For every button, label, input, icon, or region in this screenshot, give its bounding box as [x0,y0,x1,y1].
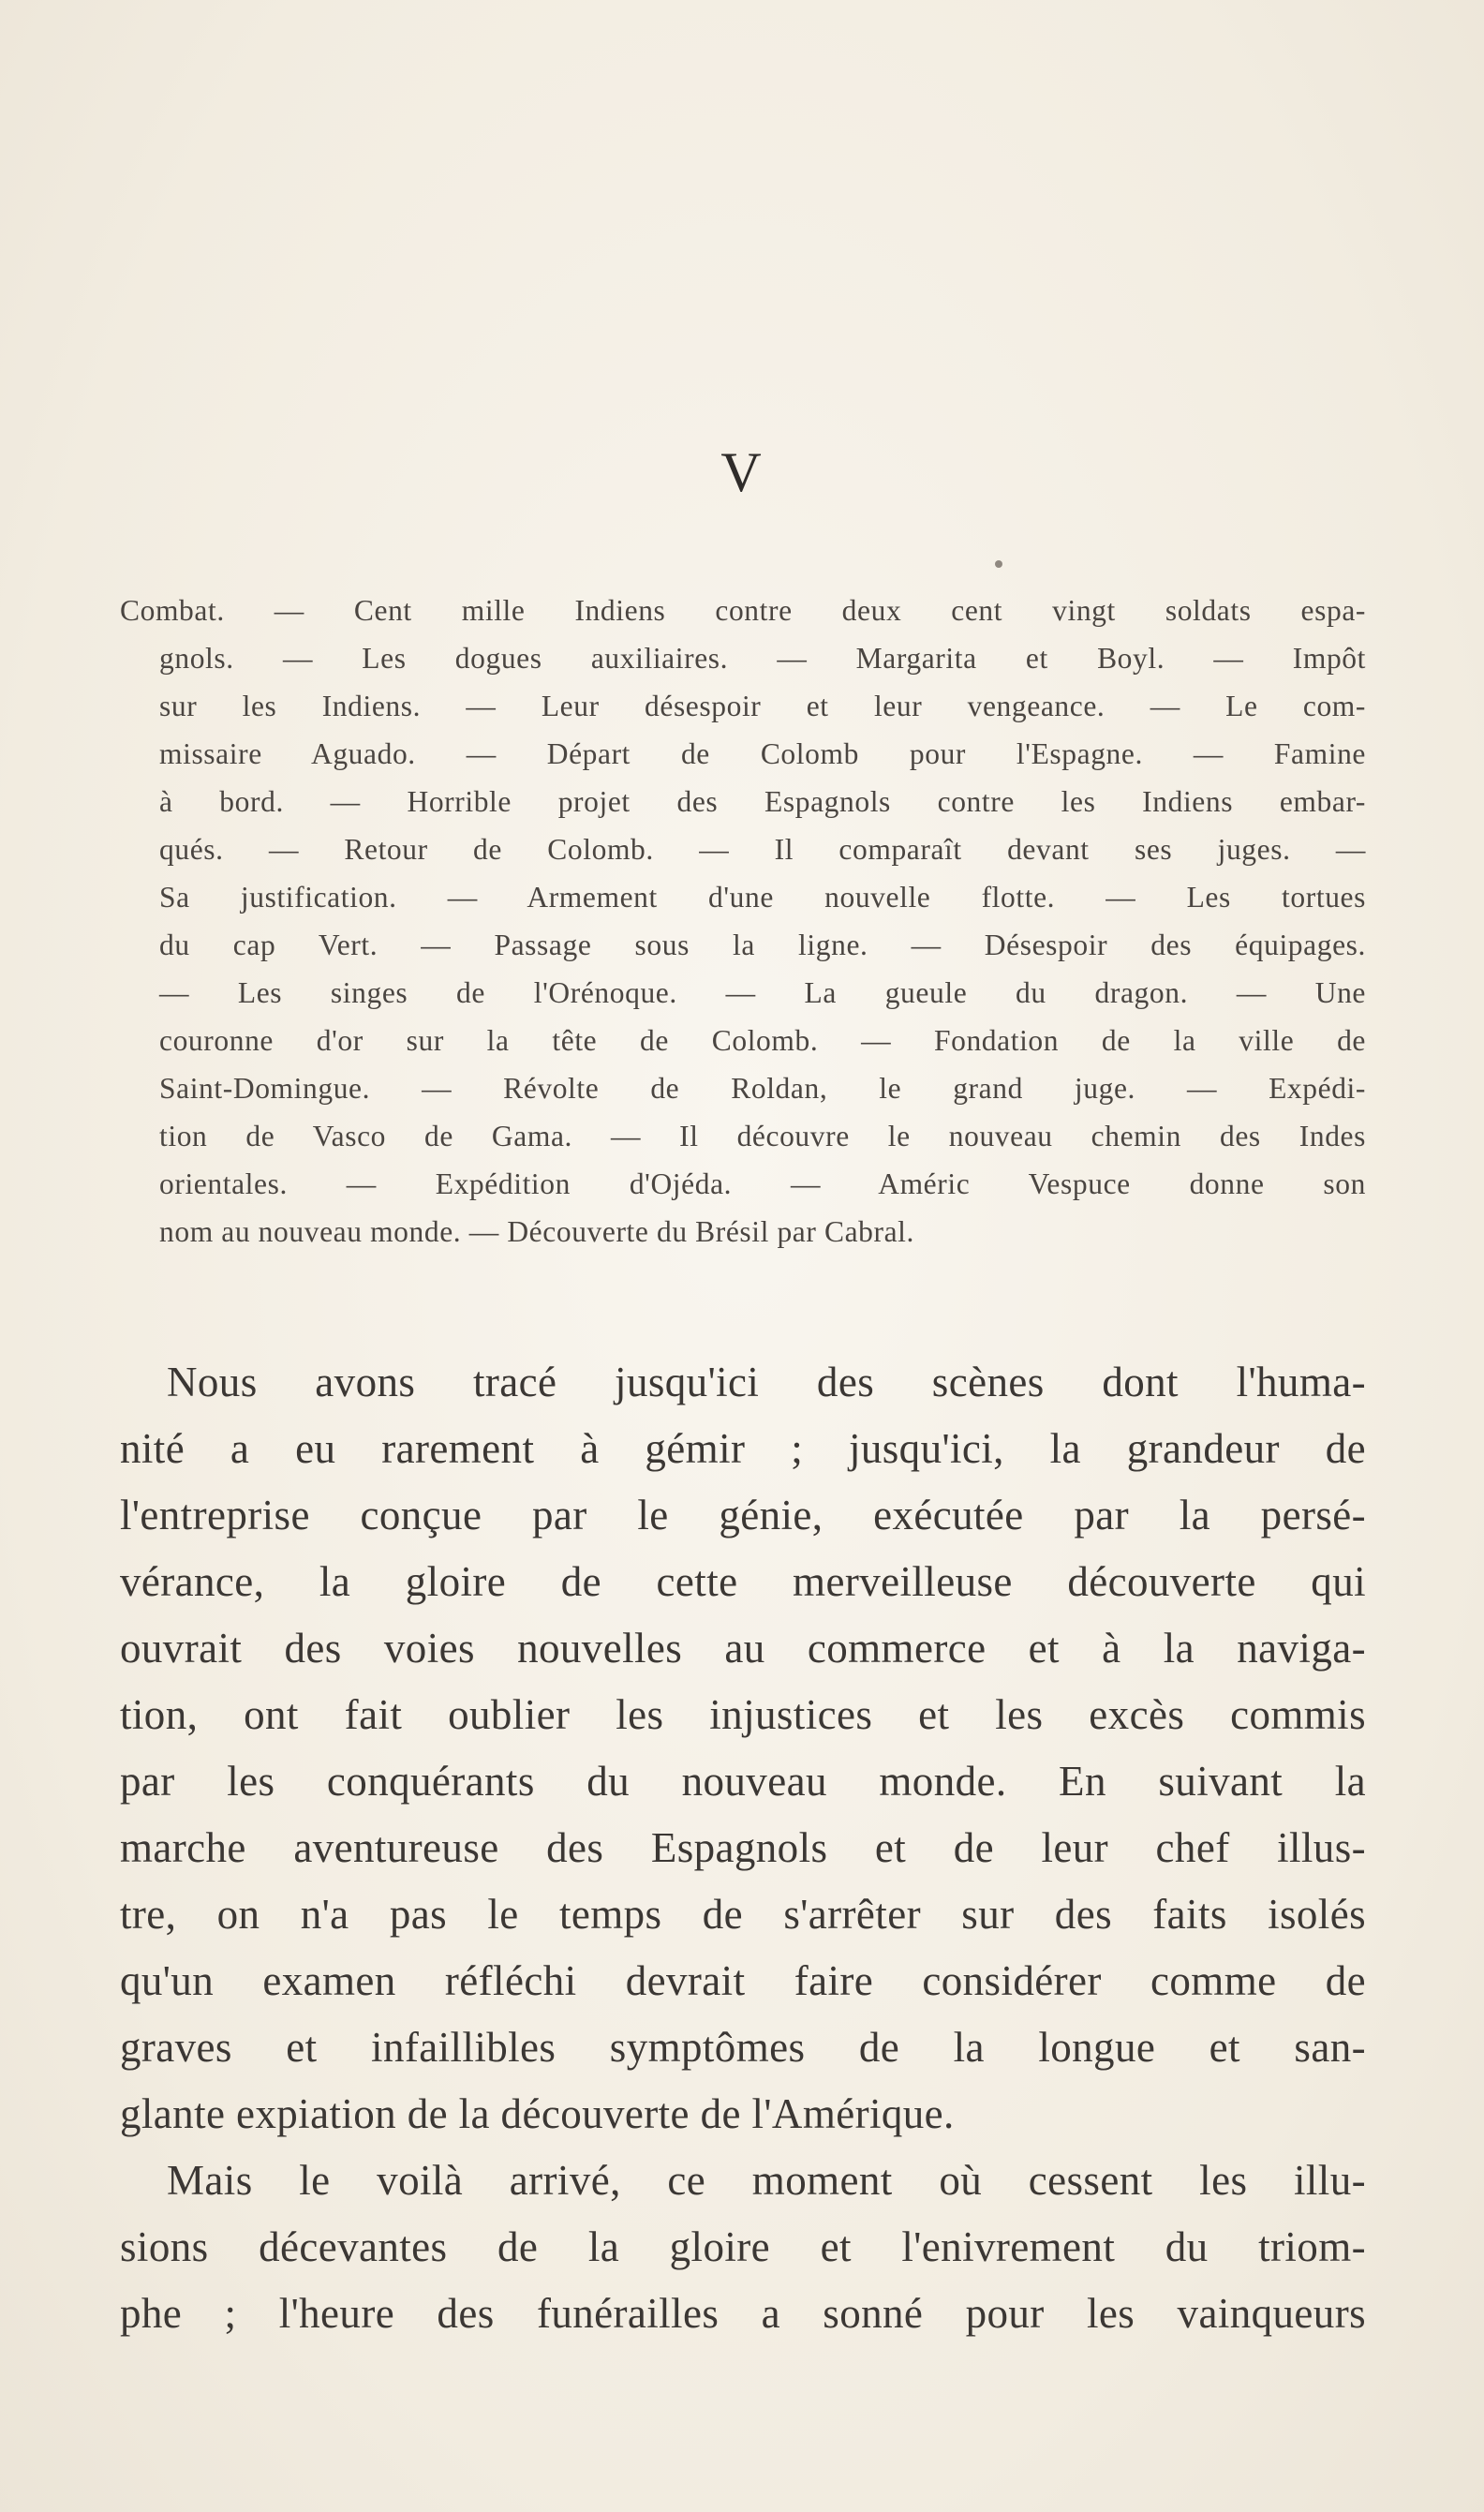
body-line: marche aventureuse des Espagnols et de leur chef illus- [120,1824,1366,1871]
summary-line: Combat. — Cent mille Indiens contre deux cent vingt soldats espa- [120,594,1366,627]
body-line: par les conquérants du nouveau monde. En suivant la [120,1758,1366,1805]
summary-line: tion de Vasco de Gama. — Il découvre le nouveau chemin des Indes [159,1120,1366,1152]
body-line: ouvrait des voies nouvelles au commerce et à la naviga- [120,1625,1366,1672]
summary-line: gnols. — Les dogues auxiliaires. — Margarita et Boyl. — Impôt [159,642,1366,675]
summary-line: — Les singes de l'Orénoque. — La gueule du dragon. — Une [159,976,1366,1009]
body-line: glante expiation de la découverte de l'Amérique. [120,2090,955,2137]
summary-line: du cap Vert. — Passage sous la ligne. — Désespoir des équipages. [159,929,1366,961]
summary-line: sur les Indiens. — Leur désespoir et leur vengeance. — Le com- [159,690,1366,722]
body-line: Mais le voilà arrivé, ce moment où cessent les illu- [167,2157,1366,2204]
chapter-heading: V [720,441,764,503]
summary-line: orientales. — Expédition d'Ojéda. — Améric Vespuce donne son [159,1167,1366,1200]
summary-line: qués. — Retour de Colomb. — Il comparaît devant ses juges. — [159,833,1366,866]
summary-line: couronne d'or sur la tête de Colomb. — Fondation de la ville de [159,1024,1366,1057]
summary-line: nom au nouveau monde. — Découverte du Brésil par Cabral. [159,1215,914,1248]
body-line: l'entreprise conçue par le génie, exécutée par la persé- [120,1492,1366,1538]
body-line: tion, ont fait oublier les injustices et les excès commis [120,1691,1366,1738]
body-line: vérance, la gloire de cette merveilleuse découverte qui [120,1558,1366,1605]
summary-line: à bord. — Horrible projet des Espagnols contre les Indiens embar- [159,785,1366,818]
body-line: sions décevantes de la gloire et l'enivrement du triom- [120,2223,1366,2270]
ornament-dot [995,560,1002,568]
body-line: Nous avons tracé jusqu'ici des scènes dont l'huma- [167,1359,1366,1405]
body-line: tre, on n'a pas le temps de s'arrêter sur des faits isolés [120,1891,1366,1938]
summary-line: missaire Aguado. — Départ de Colomb pour l'Espagne. — Famine [159,737,1366,770]
summary-line: Sa justification. — Armement d'une nouvelle flotte. — Les tortues [159,881,1366,914]
body-line: graves et infaillibles symptômes de la longue et san- [120,2024,1366,2071]
body-line: phe ; l'heure des funérailles a sonné pour les vainqueurs [120,2290,1366,2337]
body-paragraphs [120,1349,1366,2347]
summary-line: Saint-Domingue. — Révolte de Roldan, le grand juge. — Expédi- [159,1072,1366,1105]
body-line: qu'un examen réfléchi devrait faire considérer comme de [120,1957,1366,2004]
body-line: nité a eu rarement à gémir ; jusqu'ici, la grandeur de [120,1425,1366,1472]
chapter-summary [120,587,1366,1256]
